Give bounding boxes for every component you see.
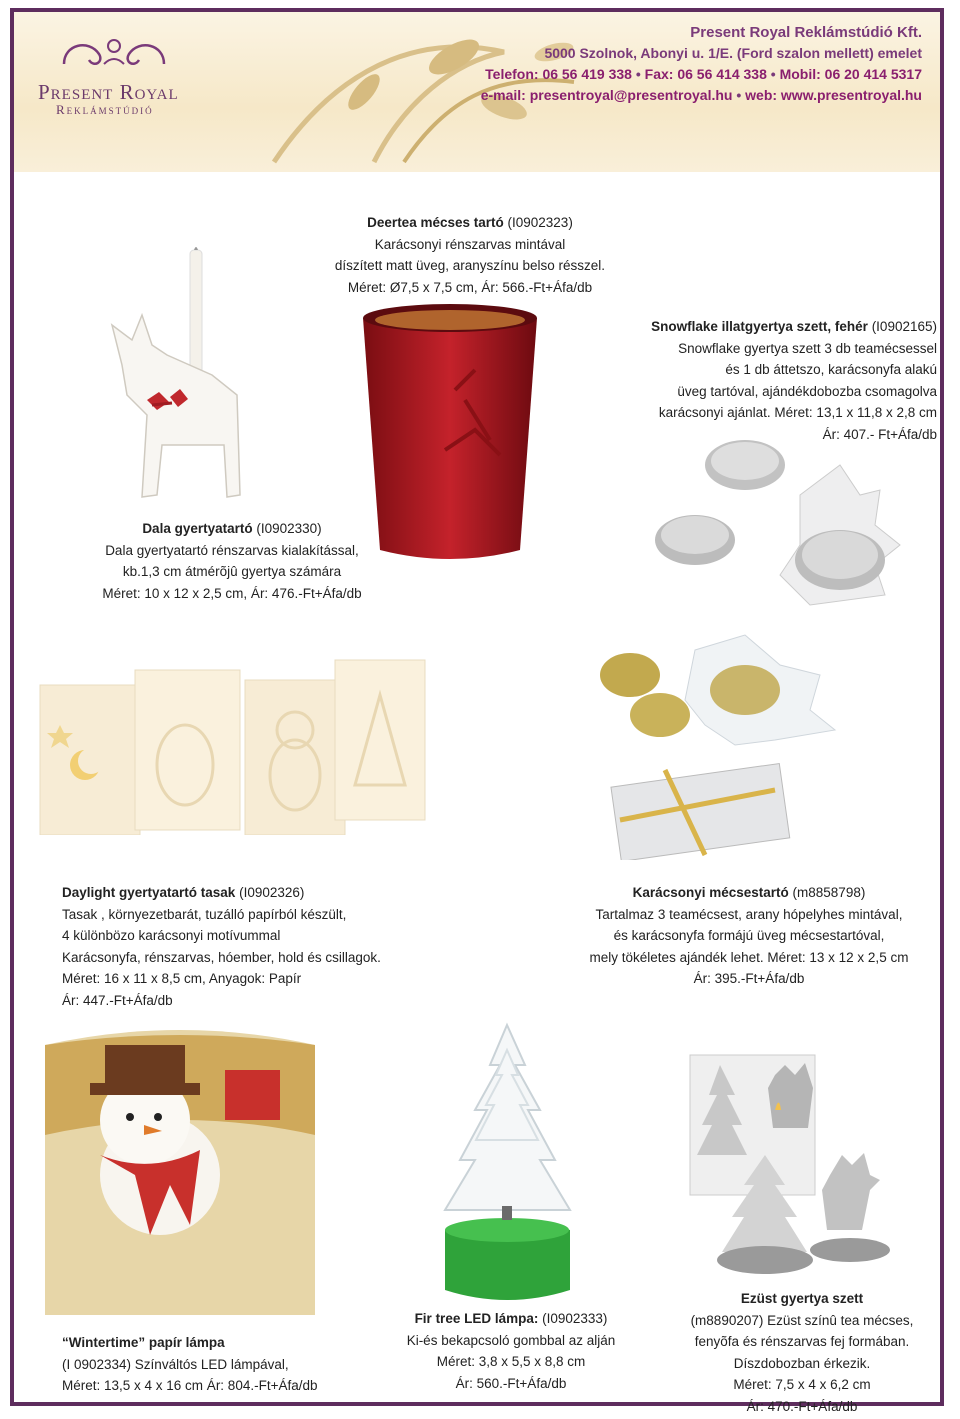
email-label: e-mail: — [480, 87, 526, 103]
wintertime-line: Méret: 13,5 x 4 x 16 cm Ár: 804.-Ft+Áfa/db — [62, 1378, 318, 1393]
company-address: 5000 Szolnok, Abonyi u. 1/E. (Ford szalon mellett) emelet — [544, 45, 922, 61]
dala-description — [62, 518, 402, 604]
silver-candle-set-image — [680, 1045, 900, 1280]
karacsonyi-description — [548, 882, 950, 990]
wintertime-name: “Wintertime” papír lámpa — [62, 1335, 225, 1350]
firtree-line: Ki-és bekapcsoló gombbal az alján — [406, 1332, 616, 1348]
phone-label: Telefon: — [485, 66, 539, 82]
christmas-tealight-holder-image — [595, 630, 845, 860]
deertea-line: díszített matt üveg, aranyszínu belso résszel. — [334, 258, 606, 273]
separator: • — [770, 66, 776, 82]
company-name: Present Royal Reklámstúdió Kft. — [690, 24, 922, 41]
daylight-description — [62, 882, 482, 1011]
snowflake-candle-set-image — [650, 435, 910, 620]
firtree-name: Fir tree LED lámpa: — [414, 1311, 539, 1326]
firtree-line: Ár: 560.-Ft+Áfa/db — [455, 1375, 567, 1391]
snowflake-code: (I0902165) — [871, 319, 937, 334]
phone-number[interactable]: 06 56 419 338 — [542, 66, 632, 82]
daylight-line: Méret: 16 x 11 x 8,5 cm, Anyagok: Papír — [62, 971, 302, 986]
ezust-line: fenyõfa és rénszarvas fej formában. — [694, 1334, 910, 1349]
snowflake-description — [545, 316, 937, 445]
firtree-line: Méret: 3,8 x 5,5 x 8,8 cm — [436, 1354, 586, 1369]
separator: • — [736, 87, 742, 103]
web-label: web: — [745, 87, 778, 103]
deer-candle-holder-image — [92, 245, 252, 510]
dala-line: Méret: 10 x 12 x 2,5 cm, Ár: 476.-Ft+Áfa/db — [102, 585, 362, 601]
firtree-code: (I0902333) — [542, 1311, 608, 1326]
karacsonyi-code: (m8858798) — [792, 885, 866, 900]
daylight-code: (I0902326) — [239, 885, 305, 900]
ezust-description — [660, 1288, 944, 1417]
deertea-line: Méret: Ø7,5 x 7,5 cm, Ár: 566.-Ft+Áfa/db — [347, 279, 593, 295]
ezust-line: Ár: 470.-Ft+Áfa/db — [746, 1398, 858, 1414]
daylight-line: Ár: 447.-Ft+Áfa/db — [62, 992, 173, 1008]
snowflake-line: Ár: 407.- Ft+Áfa/db — [822, 426, 937, 442]
deertea-description — [290, 212, 650, 298]
dala-line: kb.1,3 cm átmérõjû gyertya számára — [122, 564, 342, 579]
wintertime-line: (I 0902334) Színváltós LED lámpával, — [62, 1356, 289, 1372]
fir-tree-led-lamp-image — [430, 1020, 585, 1305]
fax-label: Fax: — [644, 66, 674, 82]
logo-subtitle: Reklámstúdió — [56, 102, 154, 117]
dala-name: Dala gyertyatartó — [142, 521, 253, 536]
deertea-code: (I0902323) — [507, 215, 573, 230]
ezust-line: Díszdobozban érkezik. — [733, 1355, 871, 1371]
daylight-name: Daylight gyertyatartó tasak — [62, 885, 236, 900]
karacsonyi-line: Tartalmaz 3 teamécsest, arany hópelyhes mintával, — [595, 906, 903, 922]
deertea-line: Karácsonyi rénszarvas mintával — [374, 236, 566, 252]
snowflake-line: és 1 db áttetszo, karácsonyfa alakú — [725, 362, 937, 377]
paper-lantern-bags-image — [35, 655, 430, 835]
mobile-number[interactable]: 06 20 414 5317 — [824, 66, 922, 82]
deertea-name: Deertea mécses tartó — [367, 215, 504, 230]
firtree-description — [382, 1308, 640, 1394]
dala-line: Dala gyertyatartó rénszarvas kialakítással, — [105, 542, 359, 558]
fax-number: 06 56 414 338 — [677, 66, 767, 82]
daylight-line: Karácsonyfa, rénszarvas, hóember, hold és csillagok. — [62, 949, 381, 965]
ezust-line: (m8890207) Ezüst színû tea mécses, — [690, 1312, 914, 1328]
ezust-line: Méret: 7,5 x 4 x 6,2 cm — [733, 1377, 871, 1392]
snowflake-line: karácsonyi ajánlat. Méret: 13,1 x 11,8 x 2,8 cm — [658, 405, 937, 420]
daylight-line: Tasak , környezetbarát, tuzálló papírból készült, — [62, 906, 347, 922]
karacsonyi-line: és karácsonyfa formájú üveg mécsestartóval, — [613, 928, 885, 943]
email-link[interactable]: presentroyal@presentroyal.hu — [529, 87, 733, 103]
karacsonyi-name: Karácsonyi mécsestartó — [632, 885, 789, 900]
web-link[interactable]: www.presentroyal.hu — [780, 87, 922, 103]
snowflake-line: Snowflake gyertya szett 3 db teamécsessel — [678, 340, 937, 356]
separator: • — [635, 66, 641, 82]
karacsonyi-line: mely tökéletes ajándék lehet. Méret: 13 x 12 x 2,5 cm — [589, 949, 909, 965]
dala-code: (I0902330) — [256, 521, 322, 536]
logo-name: Present Royal — [38, 80, 179, 104]
snowflake-line: üveg tartóval, ajándékdobozba csomagolva — [677, 383, 937, 399]
daylight-line: 4 különbözo karácsonyi motívummal — [62, 928, 281, 943]
snowflake-name: Snowflake illatgyertya szett, fehér — [651, 319, 868, 334]
mobile-label: Mobil: — [779, 66, 821, 82]
wintertime-description — [62, 1332, 392, 1397]
wintertime-paper-lamp-image — [40, 1025, 320, 1320]
karacsonyi-line: Ár: 395.-Ft+Áfa/db — [693, 971, 805, 986]
ezust-name: Ezüst gyertya szett — [740, 1291, 864, 1306]
